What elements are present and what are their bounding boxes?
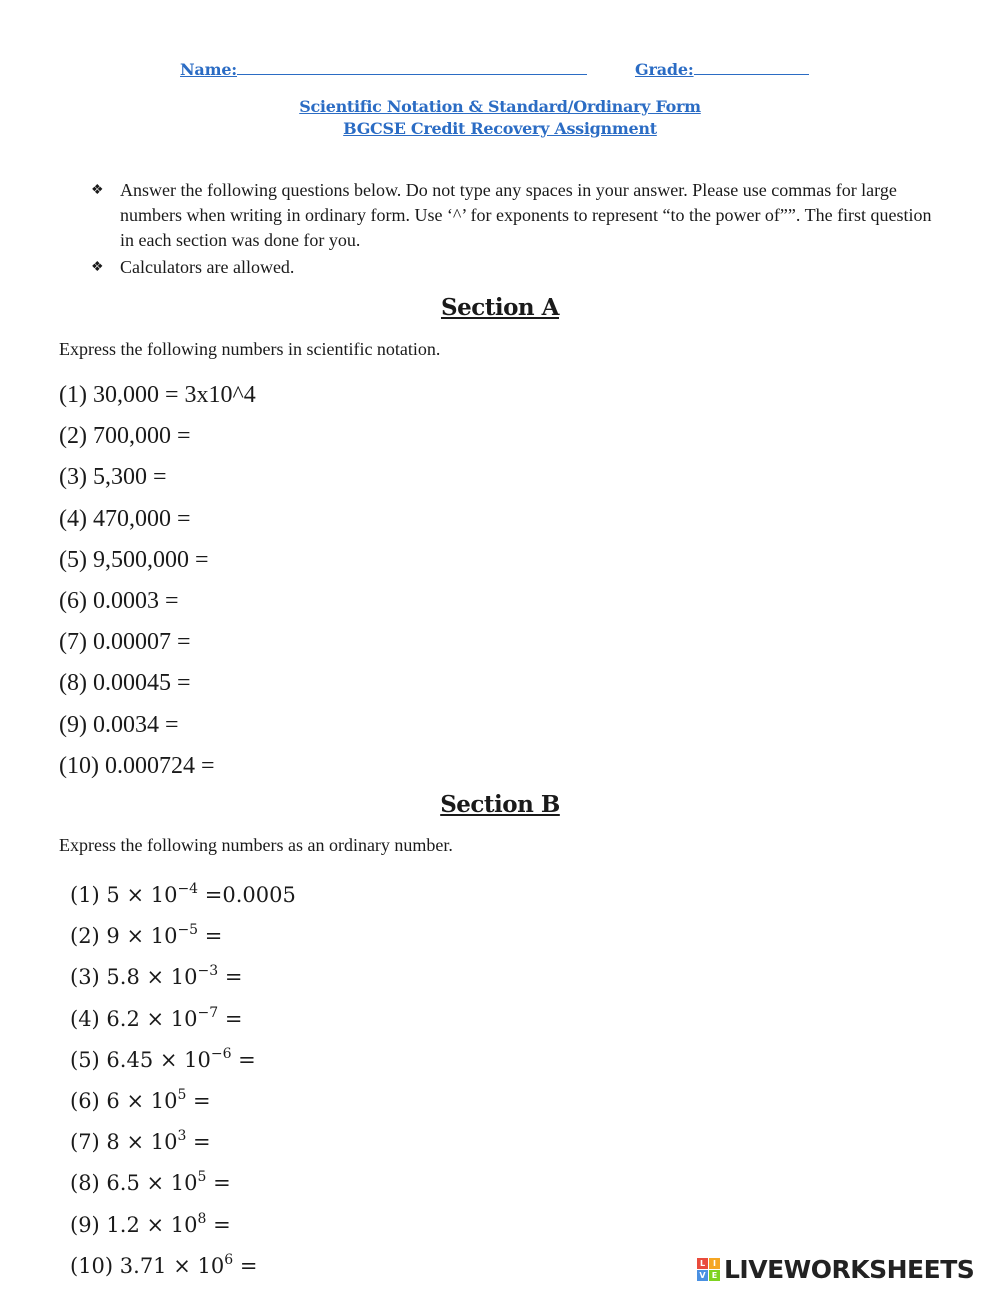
question-b-7[interactable]: (7) $8 \times 10^3$ = (70, 1128, 211, 1155)
diamond-bullet-icon: ❖ (91, 259, 104, 275)
logo-mark-letter: I (709, 1258, 720, 1269)
instruction-item: ❖ Answer the following questions below. Do not type any spaces in your answer. Please use commas for large numbers when writing in ordinary form. Use ‘^’ for exponents to represent “to the power of””. The first question in each section was done for you. (88, 178, 938, 253)
question-b-3[interactable]: (3) $5.8 \times 10^{-3}$ = (70, 963, 243, 990)
grade-field (635, 60, 809, 79)
section-a-instruction: Express the following numbers in scientific notation. (59, 339, 441, 359)
logo-text: LIVEWORKSHEETS (724, 1254, 975, 1284)
diamond-bullet-icon: ❖ (91, 182, 104, 198)
section-b-instruction: Express the following numbers as an ordinary number. (59, 835, 453, 855)
question-b-4[interactable]: (4) $6.2 \times 10^{-7}$ = (70, 1004, 243, 1031)
instruction-item: ❖ Calculators are allowed. (88, 255, 938, 280)
logo-mark-letter: V (697, 1270, 708, 1281)
section-b-questions (70, 880, 296, 1292)
grade-label: Grade: (635, 60, 694, 79)
question-b-6[interactable]: (6) $6 \times 10^5$ = (70, 1086, 211, 1113)
instructions-list (88, 178, 938, 280)
question-a-1: (1) 30,000 = 3x10^4 (59, 382, 256, 408)
logo-mark-letter: E (709, 1270, 720, 1281)
grade-blank-line[interactable] (694, 73, 809, 75)
question-b-10[interactable]: (10) $3.71 \times 10^6$ = (70, 1251, 258, 1278)
title-line-1: Scientific Notation & Standard/Ordinary Form (299, 97, 701, 116)
question-b-2[interactable]: (2) $9 \times 10^{-5}$ = (70, 922, 223, 949)
question-b-1: (1) $5 \times 10^{-4} =0.0005$ (70, 881, 296, 907)
section-b-title: Section B (440, 791, 560, 818)
question-b-9[interactable]: (9) $1.2 \times 10^8$ = (70, 1210, 231, 1237)
question-a-9[interactable]: (9) 0.0034 = (59, 711, 179, 738)
name-field (180, 60, 587, 79)
question-a-6[interactable]: (6) 0.0003 = (59, 587, 179, 614)
question-a-2[interactable]: (2) 700,000 = (59, 423, 191, 450)
question-a-4[interactable]: (4) 470,000 = (59, 505, 191, 532)
name-blank-line[interactable] (237, 73, 587, 75)
question-b-8[interactable]: (8) $6.5 \times 10^5$ = (70, 1169, 231, 1196)
liveworksheets-logo (697, 1254, 974, 1284)
logo-mark-letter: L (697, 1258, 708, 1269)
section-a-title: Section A (440, 294, 560, 321)
title-line-2: BGCSE Credit Recovery Assignment (343, 119, 657, 138)
question-a-5[interactable]: (5) 9,500,000 = (59, 546, 209, 573)
question-b-5[interactable]: (5) $6.45 \times 10^{-6}$ = (70, 1045, 256, 1072)
liveworksheets-mark-icon (697, 1258, 720, 1281)
question-a-10[interactable]: (10) 0.000724 = (59, 752, 215, 779)
question-a-8[interactable]: (8) 0.00045 = (59, 670, 191, 697)
question-a-7[interactable]: (7) 0.00007 = (59, 629, 191, 656)
section-a-questions (59, 380, 256, 792)
question-a-3[interactable]: (3) 5,300 = (59, 464, 167, 491)
name-label: Name: (180, 60, 238, 79)
